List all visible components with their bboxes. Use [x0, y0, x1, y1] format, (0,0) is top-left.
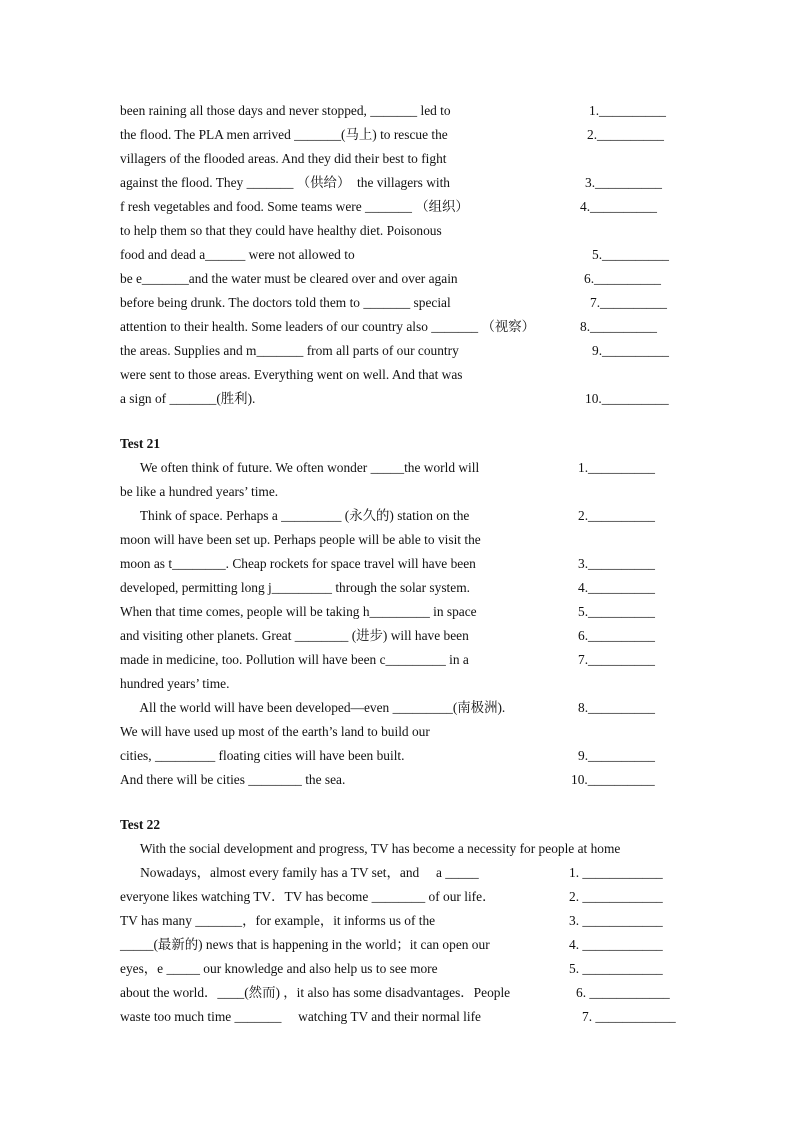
text-line: Think of space. Perhaps a _________ (永久的) station on the — [120, 508, 470, 523]
answer-blank[interactable]: 9.__________ — [592, 343, 669, 358]
answer-blank[interactable]: 7.__________ — [578, 652, 655, 667]
text-line: And there will be cities ________ the sea. — [120, 772, 346, 787]
text-line: against the flood. They _______ （供给） the villagers with — [120, 175, 451, 190]
answer-blank[interactable]: 2.__________ — [578, 508, 655, 523]
answer-blank[interactable]: 8.__________ — [580, 319, 657, 334]
text-line: All the world will have been developed—even _________(南极洲). — [120, 700, 506, 715]
text-line: a sign of _______(胜利). — [120, 391, 256, 406]
text-line: f resh vegetables and food. Some teams were _______ （组织） — [120, 199, 469, 214]
text-line: the areas. Supplies and m_______ from all parts of our country — [120, 343, 459, 358]
answer-blank[interactable]: 4. ____________ — [569, 937, 663, 952]
text-line: were sent to those areas. Everything went on well. And that was — [120, 367, 463, 382]
text-line: the flood. The PLA men arrived _______(马上) to rescue the — [120, 127, 448, 142]
text-line: eyes，e _____ our knowledge and also help us to see more — [120, 961, 438, 976]
text-line: _____(最新的) news that is happening in the world；it can open our — [120, 937, 490, 952]
answer-blank[interactable]: 10.__________ — [571, 772, 655, 787]
text-line: cities, _________ floating cities will have been built. — [120, 748, 405, 763]
text-line: been raining all those days and never stopped, _______ led to — [120, 103, 451, 118]
text-line: be like a hundred years’ time. — [120, 484, 279, 499]
answer-blank[interactable]: 4.__________ — [580, 199, 657, 214]
answer-blank[interactable]: 3.__________ — [578, 556, 655, 571]
text-line: TV has many _______，for example，it informs us of the — [120, 913, 436, 928]
answer-blank[interactable]: 1.__________ — [578, 460, 655, 475]
text-line: waste too much time _______ watching TV and their normal life — [120, 1009, 481, 1024]
section-title: Test 22 — [120, 817, 161, 832]
text-line: villagers of the flooded areas. And they did their best to fight — [120, 151, 447, 166]
text-line: before being drunk. The doctors told them to _______ special — [120, 295, 451, 310]
text-line: With the social development and progress, TV has become a necessity for people at home — [120, 841, 621, 856]
answer-blank[interactable]: 1.__________ — [589, 103, 666, 118]
text-line: about the world．____(然而) ，it also has some disadvantages．People — [120, 985, 511, 1000]
text-line: moon will have been set up. Perhaps people will be able to visit the — [120, 532, 481, 547]
answer-blank[interactable]: 5.__________ — [578, 604, 655, 619]
text-line: When that time comes, people will be taking h_________ in space — [120, 604, 477, 619]
text-line: everyone likes watching TV．TV has become ________ of our life． — [120, 889, 496, 904]
answer-blank[interactable]: 2.__________ — [587, 127, 664, 142]
text-line: food and dead a______ were not allowed to — [120, 247, 355, 262]
answer-blank[interactable]: 7. ____________ — [582, 1009, 676, 1024]
section-title: Test 21 — [120, 436, 161, 451]
answer-blank[interactable]: 5. ____________ — [569, 961, 663, 976]
answer-blank[interactable]: 10.__________ — [585, 391, 669, 406]
text-line: We will have used up most of the earth’s land to build our — [120, 724, 430, 739]
text-line: be e_______and the water must be cleared over and over again — [120, 271, 458, 286]
answer-blank[interactable]: 6. ____________ — [576, 985, 670, 1000]
answer-blank[interactable]: 6.__________ — [578, 628, 655, 643]
text-line: attention to their health. Some leaders of our country also _______ （视察） — [120, 319, 536, 334]
answer-blank[interactable]: 7.__________ — [590, 295, 667, 310]
text-line: made in medicine, too. Pollution will have been c_________ in a — [120, 652, 469, 667]
text-line: Nowadays，almost every family has a TV set，and a _____ — [120, 865, 479, 880]
text-line: and visiting other planets. Great ________ (进步) will have been — [120, 628, 469, 643]
answer-blank[interactable]: 3.__________ — [585, 175, 662, 190]
answer-blank[interactable]: 2. ____________ — [569, 889, 663, 904]
answer-blank[interactable]: 9.__________ — [578, 748, 655, 763]
text-line: hundred years’ time. — [120, 676, 230, 691]
text-line: to help them so that they could have healthy diet. Poisonous — [120, 223, 442, 238]
answer-blank[interactable]: 1. ____________ — [569, 865, 663, 880]
text-line: developed, permitting long j_________ through the solar system. — [120, 580, 470, 595]
answer-blank[interactable]: 4.__________ — [578, 580, 655, 595]
answer-blank[interactable]: 8.__________ — [578, 700, 655, 715]
answer-blank[interactable]: 3. ____________ — [569, 913, 663, 928]
text-line: We often think of future. We often wonder _____the world will — [120, 460, 480, 475]
text-line: moon as t________. Cheap rockets for space travel will have been — [120, 556, 476, 571]
answer-blank[interactable]: 6.__________ — [584, 271, 661, 286]
answer-blank[interactable]: 5.__________ — [592, 247, 669, 262]
